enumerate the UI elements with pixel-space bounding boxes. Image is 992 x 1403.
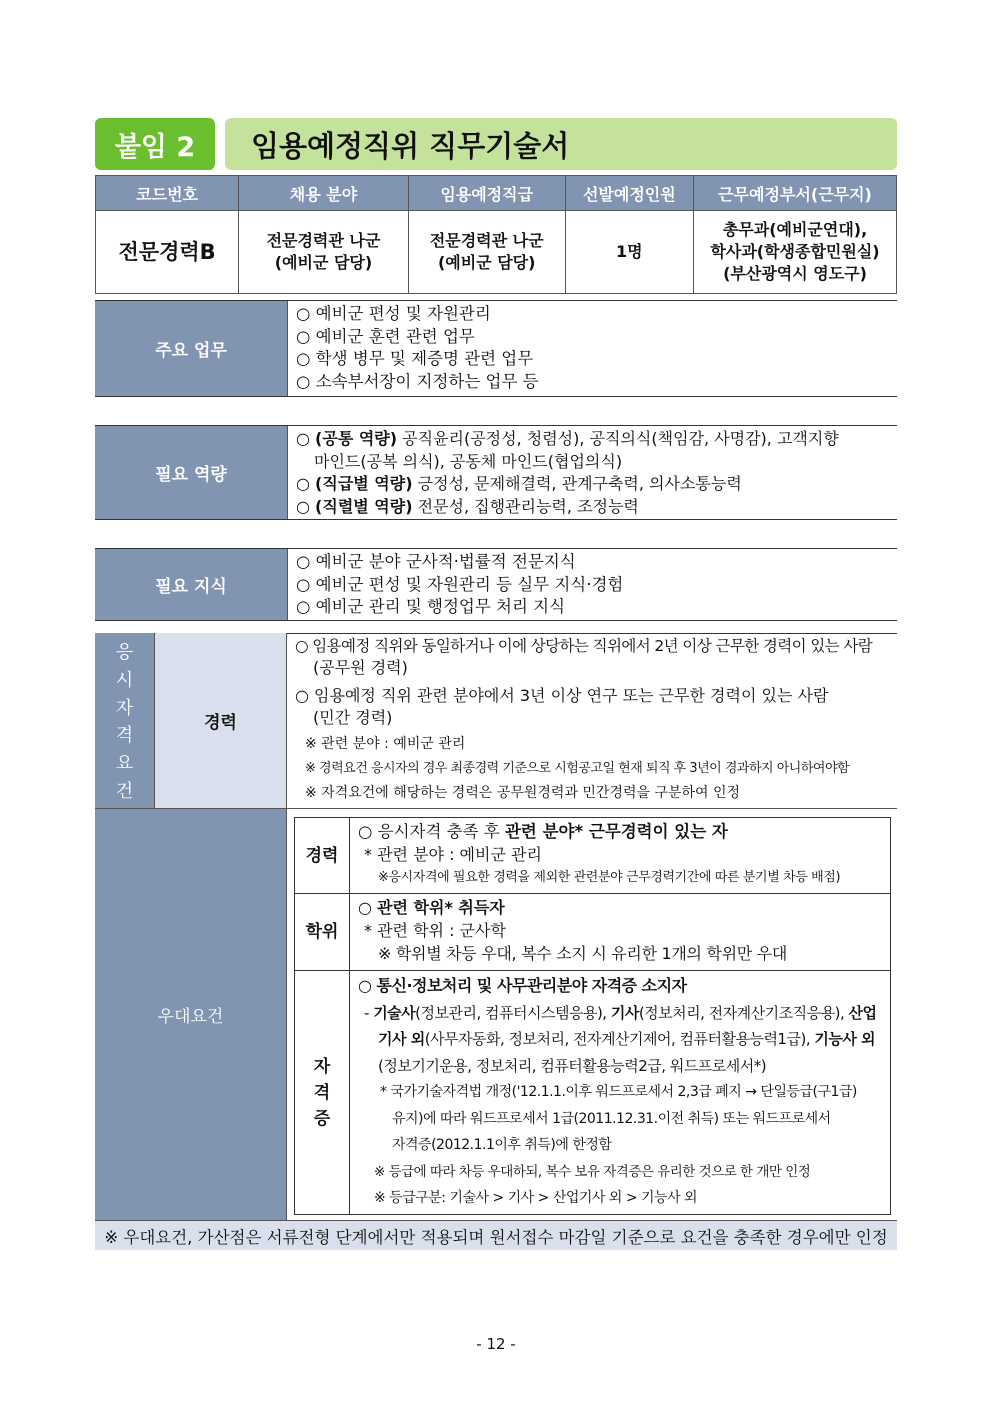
knowledge-item: ○ 예비군 분야 군사적·법률적 전문지식 xyxy=(296,552,576,571)
field-value: 전문경력관 나군 (예비군 담당) xyxy=(239,211,409,294)
knowledge-content xyxy=(288,549,629,620)
page-title: 임용예정직위 직무기술서 xyxy=(225,118,897,170)
preferred-label: 우대요건 xyxy=(95,808,287,1220)
knowledge-item: ○ 예비군 관리 및 행정업무 처리 지식 xyxy=(296,597,566,616)
col-count: 선발예정인원 xyxy=(565,176,693,211)
count-value: 1명 xyxy=(565,211,693,294)
competency-item-cont: 마인드(공복 의식), 공동체 마인드(협업의식) xyxy=(314,451,623,471)
attachment-tag: 붙임 2 xyxy=(95,118,215,170)
preferred-table xyxy=(294,817,891,1215)
preferred-degree-label: 학위 xyxy=(295,894,350,970)
competency-item: ○ (직급별 역량) 긍정성, 문제해결력, 관계구축력, 의사소통능력 xyxy=(296,474,742,493)
preferred-career-label: 경력 xyxy=(295,818,350,893)
qual-note: ※ 경력요건 응시자의 경우 최종경력 기준으로 시험공고일 현재 퇴직 후 3년이 경과하지 아니하여야함 xyxy=(305,761,850,776)
duty-item: ○ 학생 병무 및 제증명 관련 업무 xyxy=(296,349,534,368)
competency-label: 필요 역량 xyxy=(95,426,288,519)
qual-item: ○ 임용예정 직위 관련 분야에서 3년 이상 연구 또는 근무한 경력이 있는 사람 xyxy=(295,686,829,705)
preferred-degree-row xyxy=(295,894,890,971)
competency-item: ○ (직렬별 역량) 전문성, 집행관리능력, 조정능력 xyxy=(296,496,639,516)
col-code: 코드번호 xyxy=(96,176,239,211)
duty-item: ○ 소속부서장이 지정하는 업무 등 xyxy=(296,371,539,391)
qual-item-cont: (민간 경력) xyxy=(313,708,393,727)
duties-section xyxy=(95,300,897,397)
preferred-degree-content: ○ 관련 학위* 취득자 * 관련 학위 : 군사학 ※ 학위별 차등 우대, 복수 소지 시 유리한 1개의 학위만 우대 xyxy=(358,898,788,963)
code-value: 전문경력B xyxy=(96,211,239,294)
knowledge-section xyxy=(95,548,897,621)
duty-item: ○ 예비군 훈련 관련 업무 xyxy=(296,326,475,346)
grade-value: 전문경력관 나군 (예비군 담당) xyxy=(408,211,565,294)
position-header-table xyxy=(95,175,897,294)
footnote: ※ 우대요건, 가산점은 서류전형 단계에서만 적용되며 원서접수 마감일 기준으로 요건을 충족한 경우에만 인정 xyxy=(95,1220,897,1250)
duties-label: 주요 업무 xyxy=(95,301,288,396)
knowledge-label: 필요 지식 xyxy=(95,549,288,620)
preferred-cert-content: ○ 통신·정보처리 및 사무관리분야 자격증 소지자 - 기술사(정보관리, 컴퓨터시스템응용), 기사(정보처리, 전자계산기조직응용), 산업 기사 외(사무자동화, 정보처리, 전자계산기제어, 컴퓨터활용능력1급), 기능사 외 (정보기기운용, 정보처리, 컴퓨터활용능력2급, 워드프로세서*) * 국가기술자격법 개정('12.1.1.이후 워드프로세서 2,3급 폐지 → 단일등급(구1급) 유지)에 따라 워드프로세서 1급(2011.12.31.이전 취득) 또는 워드프로세서 자격증(2012.1.1이후 취득)에 한정함 ※ 등급에 따라 차등 우대하되, 복수 보유 자격증은 유리한 것으로 한 개만 인정 ※ 등급구분: 기술사 > 기사 > 산업기사 외 > 기능사 외 xyxy=(358,976,877,1206)
col-field: 채용 분야 xyxy=(239,176,409,211)
competency-content xyxy=(288,426,845,519)
dept-value: 총무과(예비군연대), 학사과(학생종합민원실) (부산광역시 영도구) xyxy=(694,211,897,294)
page-number: - 12 - xyxy=(476,1335,516,1353)
qualification-vertical-label: 응 시 자 격 요 건 xyxy=(95,633,155,808)
preferred-cert-row xyxy=(295,971,890,1214)
qual-note: ※ 자격요건에 해당하는 경력은 공무원경력과 민간경력을 구분하여 인정 xyxy=(305,785,741,801)
preferred-cert-label: 자 격 증 xyxy=(295,971,350,1214)
qual-item-cont: (공무원 경력) xyxy=(313,658,408,677)
knowledge-item: ○ 예비군 편성 및 자원관리 등 실무 지식·경험 xyxy=(296,574,624,594)
preferred-career-content: ○ 응시자격 충족 후 관련 분야* 근무경력이 있는 자 * 관련 분야 : 예비군 관리 ※응시자격에 필요한 경력을 제외한 관련분야 근무경력기간에 따른 분기별 차등 배점) xyxy=(358,822,841,885)
col-dept: 근무예정부서(근무지) xyxy=(694,176,897,211)
career-label: 경력 xyxy=(155,633,287,808)
competency-item: ○ (공통 역량) 공직윤리(공정성, 청렴성), 공직의식(책임감, 사명감), 고객지향 xyxy=(296,429,839,448)
qualification-content xyxy=(287,633,897,804)
competency-section xyxy=(95,425,897,520)
col-grade: 임용예정직급 xyxy=(408,176,565,211)
duty-item: ○ 예비군 편성 및 자원관리 xyxy=(296,304,491,323)
qual-item: ○ 임용예정 직위와 동일하거나 이에 상당하는 직위에서 2년 이상 근무한 경력이 있는 사람 xyxy=(295,637,873,655)
preferred-career-row xyxy=(295,818,890,894)
qual-note: ※ 관련 분야 : 예비군 관리 xyxy=(305,736,466,752)
duties-content xyxy=(288,301,545,396)
